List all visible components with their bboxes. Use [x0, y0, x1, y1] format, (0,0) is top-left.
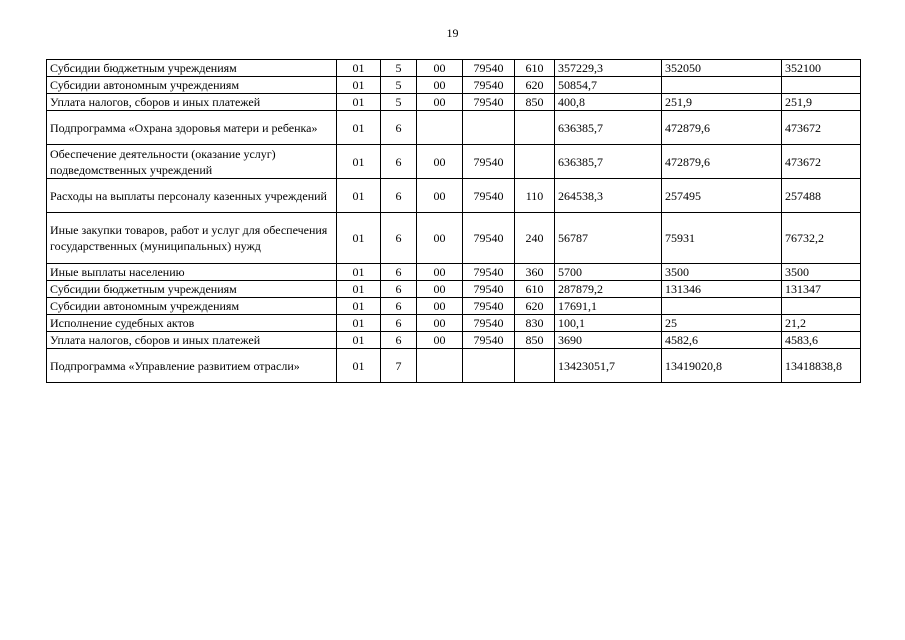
code-article-cell: 79540: [463, 298, 515, 315]
expense-name-cell: Исполнение судебных актов: [47, 315, 337, 332]
code-section-cell: 01: [337, 179, 381, 213]
code-subsection-cell: 6: [381, 213, 417, 264]
code-subsection-cell: 6: [381, 111, 417, 145]
amount-year-1-cell: 287879,2: [555, 281, 662, 298]
amount-year-1-cell: 13423051,7: [555, 349, 662, 383]
expense-name-cell: Подпрограмма «Охрана здоровья матери и ребенка»: [47, 111, 337, 145]
amount-year-3-cell: 131347: [782, 281, 861, 298]
amount-year-2-cell: 4582,6: [662, 332, 782, 349]
code-subsection-cell: 6: [381, 264, 417, 281]
amount-year-1-cell: 100,1: [555, 315, 662, 332]
table-row: [47, 264, 861, 281]
amount-year-3-cell: 21,2: [782, 315, 861, 332]
expense-name-cell: Уплата налогов, сборов и иных платежей: [47, 94, 337, 111]
code-section-cell: 01: [337, 332, 381, 349]
code-expense-type-cell: 240: [515, 213, 555, 264]
table-row: [47, 145, 861, 179]
amount-year-2-cell: 13419020,8: [662, 349, 782, 383]
code-subsection-cell: 5: [381, 60, 417, 77]
table-row: [47, 332, 861, 349]
amount-year-2-cell: 131346: [662, 281, 782, 298]
amount-year-3-cell: 3500: [782, 264, 861, 281]
expense-name-cell: Подпрограмма «Управление развитием отрасли»: [47, 349, 337, 383]
code-article-cell: 79540: [463, 315, 515, 332]
expense-name-cell: Субсидии автономным учреждениям: [47, 298, 337, 315]
code-program-cell: [417, 111, 463, 145]
code-program-cell: 00: [417, 94, 463, 111]
amount-year-3-cell: 4583,6: [782, 332, 861, 349]
code-section-cell: 01: [337, 213, 381, 264]
code-subsection-cell: 6: [381, 315, 417, 332]
code-section-cell: 01: [337, 111, 381, 145]
code-section-cell: 01: [337, 349, 381, 383]
expense-name-cell: Субсидии автономным учреждениям: [47, 77, 337, 94]
code-subsection-cell: 5: [381, 77, 417, 94]
amount-year-1-cell: 264538,3: [555, 179, 662, 213]
code-expense-type-cell: 850: [515, 94, 555, 111]
expense-name-cell: Иные закупки товаров, работ и услуг для обеспечения государственных (муниципальных) нужд: [47, 213, 337, 264]
code-expense-type-cell: 620: [515, 77, 555, 94]
code-article-cell: 79540: [463, 77, 515, 94]
table-row: [47, 60, 861, 77]
table-row: [47, 179, 861, 213]
code-program-cell: 00: [417, 332, 463, 349]
code-subsection-cell: 6: [381, 281, 417, 298]
code-expense-type-cell: 620: [515, 298, 555, 315]
amount-year-3-cell: [782, 77, 861, 94]
code-expense-type-cell: [515, 145, 555, 179]
amount-year-1-cell: 5700: [555, 264, 662, 281]
amount-year-2-cell: 257495: [662, 179, 782, 213]
code-section-cell: 01: [337, 94, 381, 111]
amount-year-2-cell: 472879,6: [662, 111, 782, 145]
code-subsection-cell: 6: [381, 179, 417, 213]
code-program-cell: 00: [417, 264, 463, 281]
amount-year-1-cell: 400,8: [555, 94, 662, 111]
table-row: [47, 77, 861, 94]
amount-year-1-cell: 636385,7: [555, 111, 662, 145]
code-expense-type-cell: 610: [515, 60, 555, 77]
amount-year-3-cell: 76732,2: [782, 213, 861, 264]
amount-year-3-cell: 473672: [782, 145, 861, 179]
code-expense-type-cell: 610: [515, 281, 555, 298]
code-section-cell: 01: [337, 145, 381, 179]
page-number: 19: [446, 26, 459, 40]
amount-year-3-cell: 251,9: [782, 94, 861, 111]
code-expense-type-cell: 850: [515, 332, 555, 349]
code-program-cell: 00: [417, 213, 463, 264]
code-subsection-cell: 6: [381, 332, 417, 349]
amount-year-1-cell: 50854,7: [555, 77, 662, 94]
expense-name-cell: Расходы на выплаты персоналу казенных учреждений: [47, 179, 337, 213]
code-program-cell: 00: [417, 77, 463, 94]
amount-year-1-cell: 17691,1: [555, 298, 662, 315]
code-program-cell: 00: [417, 145, 463, 179]
table-row: [47, 213, 861, 264]
code-article-cell: 79540: [463, 213, 515, 264]
amount-year-1-cell: 636385,7: [555, 145, 662, 179]
amount-year-2-cell: [662, 77, 782, 94]
code-article-cell: 79540: [463, 60, 515, 77]
amount-year-2-cell: 251,9: [662, 94, 782, 111]
code-section-cell: 01: [337, 264, 381, 281]
code-article-cell: 79540: [463, 179, 515, 213]
amount-year-2-cell: 3500: [662, 264, 782, 281]
amount-year-1-cell: 56787: [555, 213, 662, 264]
amount-year-3-cell: 257488: [782, 179, 861, 213]
code-program-cell: 00: [417, 179, 463, 213]
amount-year-2-cell: 472879,6: [662, 145, 782, 179]
amount-year-2-cell: 75931: [662, 213, 782, 264]
code-program-cell: 00: [417, 281, 463, 298]
amount-year-2-cell: 25: [662, 315, 782, 332]
code-expense-type-cell: [515, 349, 555, 383]
table-row: [47, 111, 861, 145]
code-subsection-cell: 6: [381, 298, 417, 315]
code-program-cell: 00: [417, 315, 463, 332]
expense-name-cell: Обеспечение деятельности (оказание услуг) подведомственных учреждений: [47, 145, 337, 179]
amount-year-1-cell: 357229,3: [555, 60, 662, 77]
code-program-cell: 00: [417, 298, 463, 315]
code-expense-type-cell: [515, 111, 555, 145]
code-subsection-cell: 6: [381, 145, 417, 179]
amount-year-3-cell: 13418838,8: [782, 349, 861, 383]
expense-name-cell: Уплата налогов, сборов и иных платежей: [47, 332, 337, 349]
code-program-cell: 00: [417, 60, 463, 77]
code-expense-type-cell: 110: [515, 179, 555, 213]
table-row: [47, 349, 861, 383]
code-article-cell: 79540: [463, 94, 515, 111]
code-article-cell: [463, 111, 515, 145]
expense-name-cell: Субсидии бюджетным учреждениям: [47, 60, 337, 77]
code-article-cell: 79540: [463, 145, 515, 179]
budget-table-body: [47, 60, 861, 383]
code-program-cell: [417, 349, 463, 383]
code-section-cell: 01: [337, 77, 381, 94]
code-expense-type-cell: 830: [515, 315, 555, 332]
table-row: [47, 298, 861, 315]
amount-year-1-cell: 3690: [555, 332, 662, 349]
table-row: [47, 315, 861, 332]
code-section-cell: 01: [337, 315, 381, 332]
budget-table: [46, 59, 861, 383]
code-subsection-cell: 5: [381, 94, 417, 111]
code-section-cell: 01: [337, 281, 381, 298]
amount-year-3-cell: 352100: [782, 60, 861, 77]
amount-year-2-cell: 352050: [662, 60, 782, 77]
amount-year-2-cell: [662, 298, 782, 315]
expense-name-cell: Иные выплаты населению: [47, 264, 337, 281]
code-subsection-cell: 7: [381, 349, 417, 383]
code-article-cell: 79540: [463, 264, 515, 281]
table-row: [47, 94, 861, 111]
code-section-cell: 01: [337, 298, 381, 315]
code-section-cell: 01: [337, 60, 381, 77]
code-expense-type-cell: 360: [515, 264, 555, 281]
table-row: [47, 281, 861, 298]
amount-year-3-cell: [782, 298, 861, 315]
amount-year-3-cell: 473672: [782, 111, 861, 145]
code-article-cell: 79540: [463, 332, 515, 349]
code-article-cell: 79540: [463, 281, 515, 298]
expense-name-cell: Субсидии бюджетным учреждениям: [47, 281, 337, 298]
code-article-cell: [463, 349, 515, 383]
